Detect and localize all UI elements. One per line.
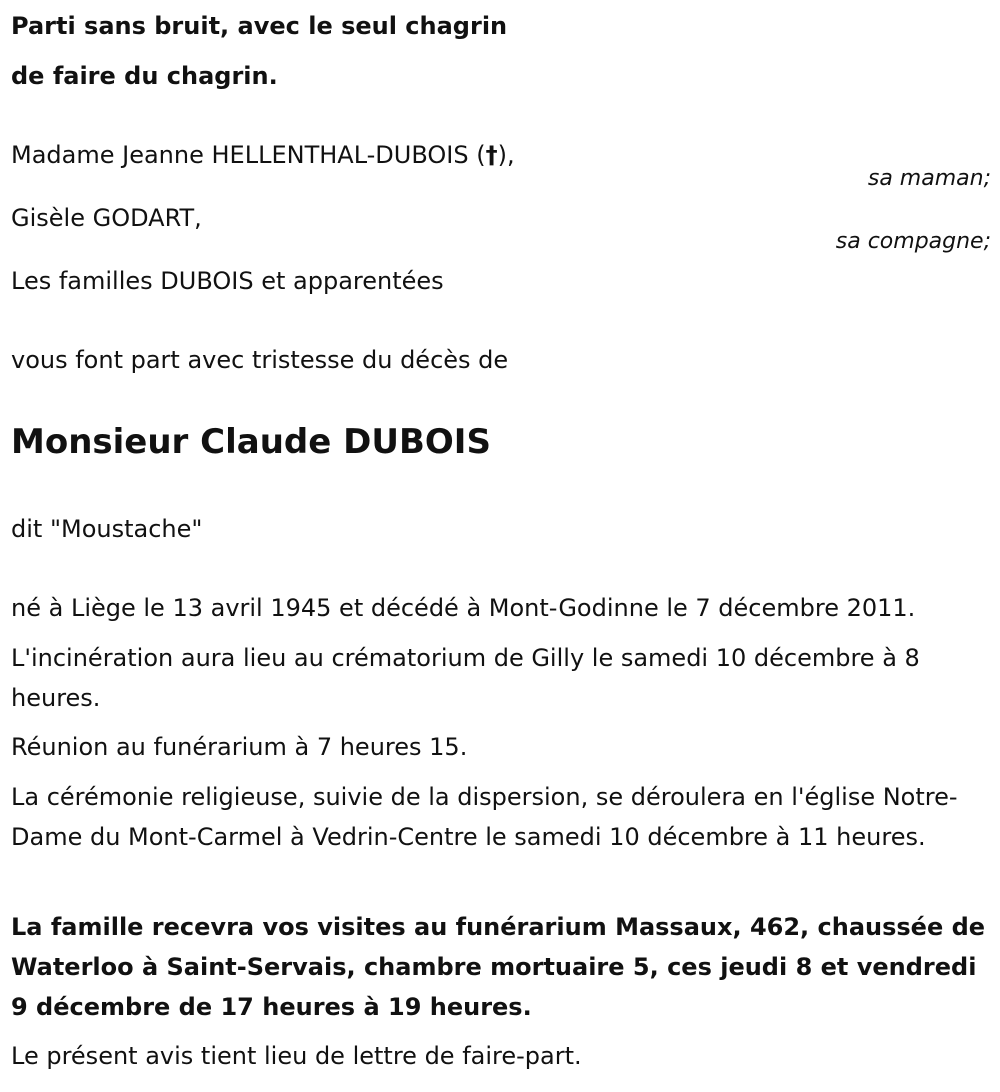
cross-icon: †	[485, 141, 498, 169]
meeting-line: Réunion au funérarium à 7 heures 15.	[11, 733, 468, 761]
deceased-nickname: dit "Moustache"	[11, 515, 203, 543]
epigraph-line-2: de faire du chagrin.	[11, 62, 278, 90]
epigraph-line-1: Parti sans bruit, avec le seul chagrin	[11, 12, 508, 40]
obituary-notice	[11, 0, 991, 1092]
partner-name: Gisèle GODART,	[11, 204, 202, 232]
mother-name	[11, 135, 515, 175]
notice-line: Le présent avis tient lieu de lettre de faire-part.	[11, 1042, 582, 1070]
incineration-paragraph: L'incinération aura lieu au crématorium de Gilly le samedi 10 décembre à 8 heures.	[11, 644, 920, 712]
mother-name-prefix: Madame Jeanne HELLENTHAL-DUBOIS (	[11, 141, 486, 169]
partner-role: sa compagne;	[835, 229, 991, 254]
visits-paragraph: La famille recevra vos visites au funérarium Massaux, 462, chaussée de Waterloo à Saint-Servais, chambre mortuaire 5, ces jeudi 8 et vendredi 9 décembre de 17 heures à 19 heures.	[11, 913, 986, 1021]
ceremony-paragraph: La cérémonie religieuse, suivie de la dispersion, se déroulera en l'église Notre-Dame du Mont-Carmel à Vedrin-Centre le samedi 10 décembre à 11 heures.	[11, 783, 958, 851]
families-line: Les familles DUBOIS et apparentées	[11, 267, 444, 295]
deceased-name: Monsieur Claude DUBOIS	[11, 422, 491, 462]
announcement-line: vous font part avec tristesse du décès de	[11, 346, 509, 374]
mother-role: sa maman;	[867, 166, 991, 191]
mother-name-suffix: ),	[497, 141, 515, 169]
birth-death-line: né à Liège le 13 avril 1945 et décédé à Mont-Godinne le 7 décembre 2011.	[11, 594, 916, 622]
